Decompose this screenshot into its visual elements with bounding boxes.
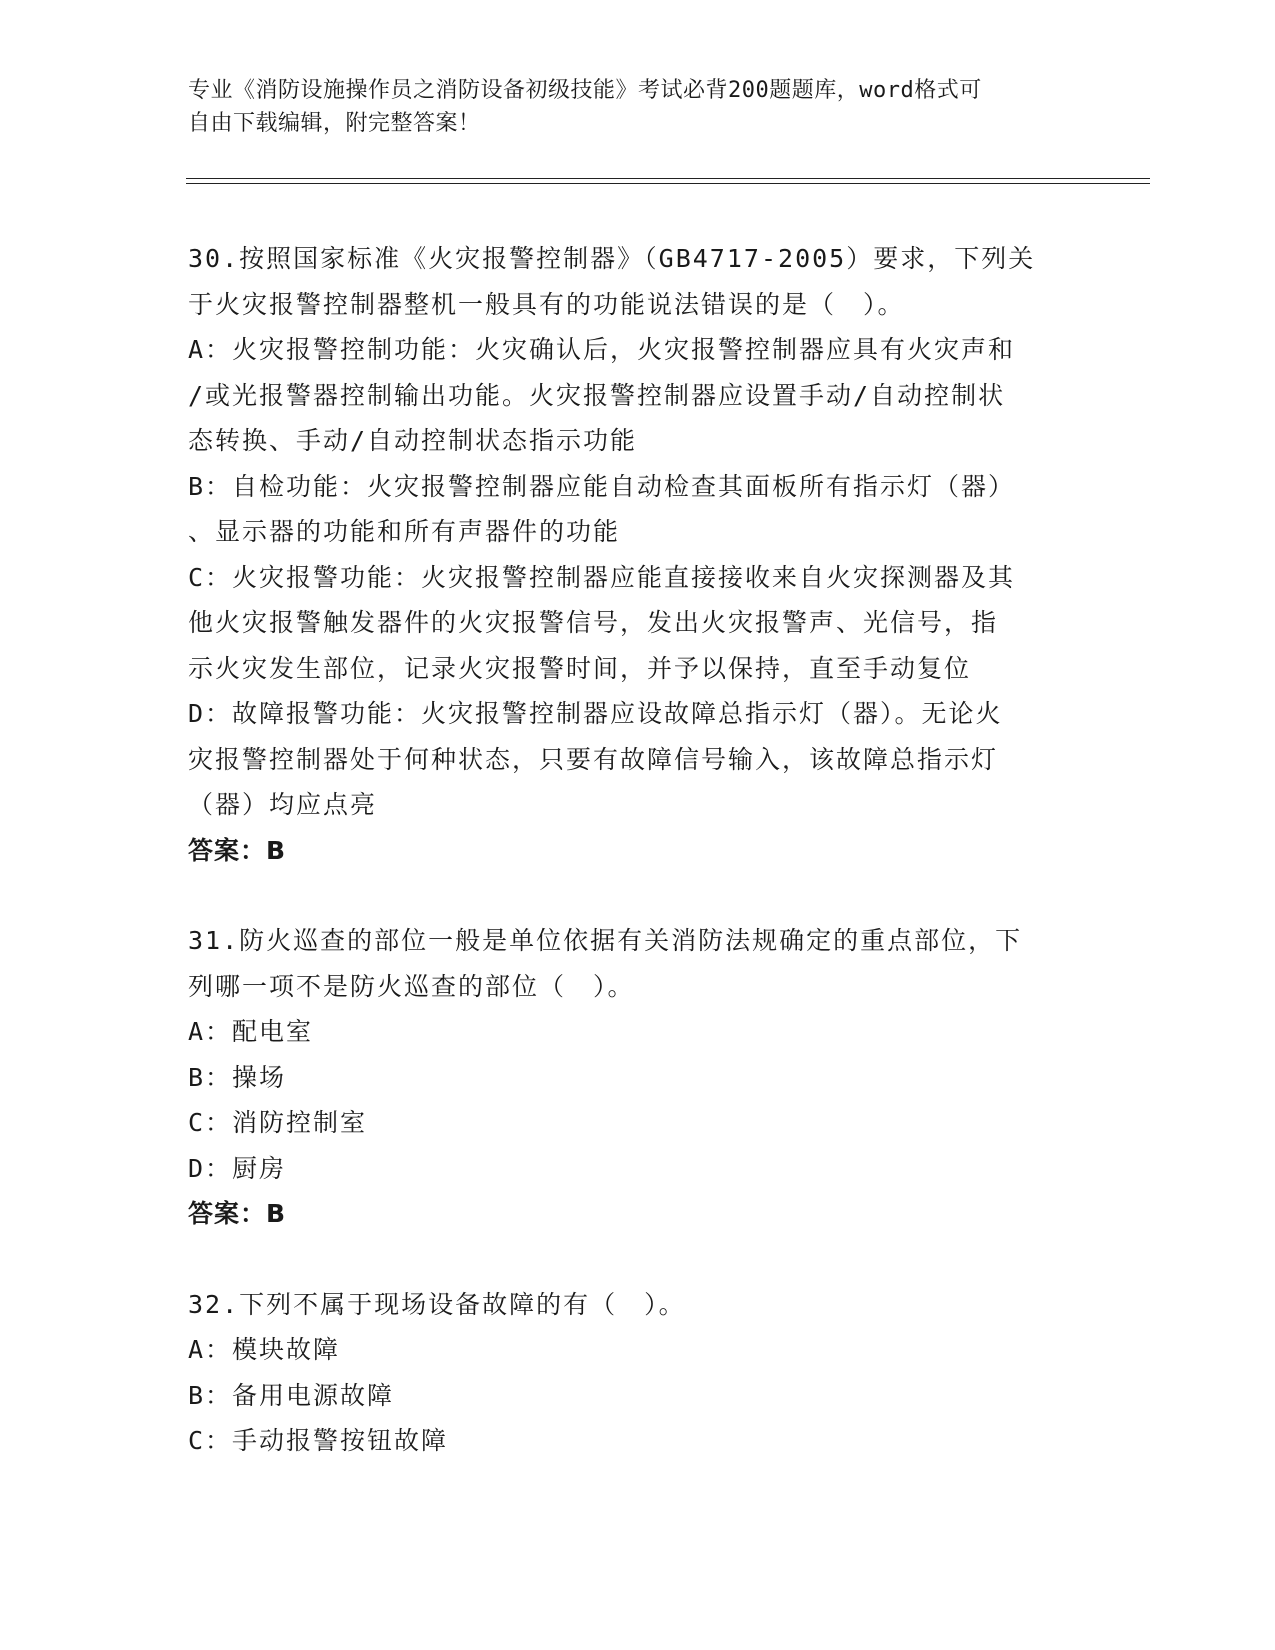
question-32 [188,1282,1078,1464]
question-list [188,236,1078,1509]
question-stem-line: 于火灾报警控制器整机一般具有的功能说法错误的是（ ）。 [188,289,905,319]
option-a-line: A：火灾报警控制功能：火灾确认后，火灾报警控制器应具有火灾声和 [188,335,1016,364]
option-b-line: B：自检功能：火灾报警控制器应能自动检查其面板所有指示灯（器） [188,471,1016,501]
header-line-2: 自由下载编辑，附完整答案！ [188,111,481,136]
header-line-1: 专业《消防设施操作员之消防设备初级技能》考试必背200题题库，word格式可 [188,78,982,103]
option-d-line: 灾报警控制器处于何种状态，只要有故障信号输入，该故障总指示灯 [188,744,999,774]
header-divider-bottom [186,183,1150,184]
option-c-line: C：火灾报警功能：火灾报警控制器应能直接接收来自火灾探测器及其 [188,562,1016,592]
option-d-line: （器）均应点亮 [188,790,378,819]
answer-label: 答案：B [188,835,287,865]
option-a-line: 态转换、手动/自动控制状态指示功能 [188,426,638,455]
option-b: B：操场 [188,1062,287,1092]
option-d: D：厨房 [188,1153,287,1183]
option-d-line: D：故障报警功能：火灾报警控制器应设故障总指示灯（器）。无论火 [188,699,1003,728]
question-30 [188,236,1078,873]
option-b: B：备用电源故障 [188,1380,395,1410]
option-c-line: 他火灾报警触发器件的火灾报警信号，发出火灾报警声、光信号，指 [188,608,999,637]
question-31 [188,918,1078,1237]
question-stem-line: 32.下列不属于现场设备故障的有（ ）。 [188,1289,686,1319]
option-c: C：消防控制室 [188,1108,368,1137]
question-stem-line: 30.按照国家标准《火灾报警控制器》（GB4717-2005）要求，下列关 [188,244,1036,273]
option-c: C：手动报警按钮故障 [188,1426,449,1455]
document-header [188,74,1068,140]
question-stem-line: 31.防火巡查的部位一般是单位依据有关消防法规确定的重点部位，下 [188,926,1023,955]
option-b-line: 、显示器的功能和所有声器件的功能 [188,517,621,546]
header-divider-top [186,178,1150,179]
option-c-line: 示火灾发生部位，记录火灾报警时间，并予以保持，直至手动复位 [188,653,972,683]
option-a: A：配电室 [188,1017,314,1046]
option-a: A：模块故障 [188,1335,341,1364]
question-stem-line: 列哪一项不是防火巡查的部位（ ）。 [188,971,635,1001]
option-a-line: /或光报警器控制输出功能。火灾报警控制器应设置手动/自动控制状 [188,380,1006,410]
answer-label: 答案：B [188,1199,287,1228]
